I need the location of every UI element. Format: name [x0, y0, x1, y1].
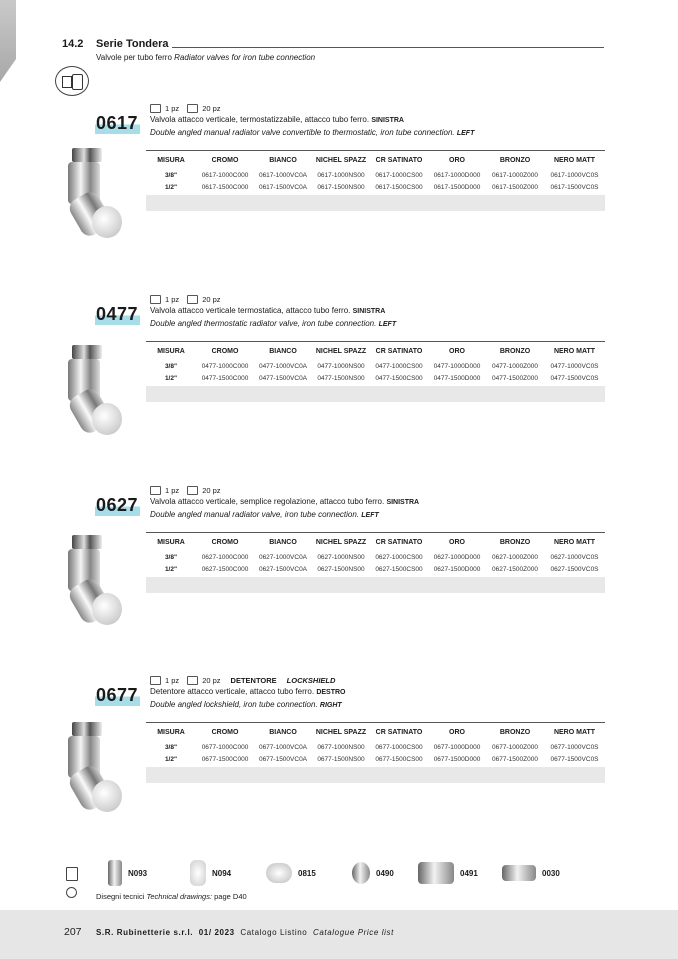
magnifier-icon — [66, 887, 77, 898]
article-code-cell[interactable]: 0477-1000VC0A — [258, 362, 308, 370]
description-en: Double angled lockshield, iron tube connection. RIGHT — [150, 700, 342, 709]
iron-tube-icon — [55, 66, 89, 96]
price-table — [146, 722, 605, 783]
product-image — [60, 148, 140, 240]
column-header: NICHEL SPAZZ — [315, 156, 367, 164]
article-code-cell[interactable]: 0617-1000NS00 — [317, 171, 365, 179]
article-code-cell[interactable]: 0477-1500NS00 — [317, 374, 365, 382]
size-cell: 3/8" — [164, 743, 178, 751]
column-header: BRONZO — [499, 728, 531, 736]
article-code-cell[interactable]: 0477-1500VC0S — [550, 374, 599, 382]
column-header: NICHEL SPAZZ — [315, 538, 367, 546]
description-it: Valvola attacco verticale, termostatizzabile, attacco tubo ferro. SINISTRA — [150, 115, 404, 124]
accessory-image — [502, 865, 536, 881]
size-cell: 1/2" — [164, 755, 178, 763]
article-code-cell[interactable]: 0617-1500NS00 — [317, 183, 365, 191]
accessory-image — [418, 862, 454, 884]
accessory-item[interactable]: 0030 — [502, 858, 560, 888]
column-header: BRONZO — [499, 538, 531, 546]
column-header: CROMO — [211, 728, 239, 736]
article-code-cell[interactable]: 0617-1000VC0A — [258, 171, 308, 179]
packaging-info: 1 pz 20 pz DETENTORE LOCKSHIELD — [150, 676, 335, 685]
article-code-cell[interactable]: 0617-1000Z000 — [492, 171, 538, 179]
column-header: ORO — [449, 728, 465, 736]
size-cell: 3/8" — [164, 171, 178, 179]
accessory-image — [266, 863, 292, 883]
article-code-cell[interactable]: 0627-1500NS00 — [317, 565, 365, 573]
column-header: CR SATINATO — [375, 728, 423, 736]
column-header: BIANCO — [269, 538, 297, 546]
article-code-cell[interactable]: 0617-1000D000 — [433, 171, 481, 179]
carton-icon — [187, 104, 198, 113]
section-number: 14.2 — [62, 38, 84, 50]
article-code-cell[interactable]: 0617-1500VC0S — [550, 183, 599, 191]
accessory-image — [352, 862, 370, 884]
article-code-cell[interactable]: 0617-1500CS00 — [375, 183, 423, 191]
article-code-cell[interactable]: 0627-1500VC0A — [258, 565, 308, 573]
section-title: Serie Tondera — [96, 38, 169, 50]
carton-icon — [187, 295, 198, 304]
description-it: Detentore attacco verticale, attacco tubo ferro. DESTRO — [150, 687, 346, 696]
article-code-cell[interactable]: 0677-1500VC0A — [258, 755, 308, 763]
corner-tab — [0, 0, 16, 82]
article-code-cell[interactable]: 0627-1000NS00 — [317, 553, 365, 561]
accessory-image — [108, 860, 122, 886]
article-code-cell[interactable]: 0677-1000C000 — [201, 743, 249, 751]
column-header: MISURA — [157, 538, 185, 546]
article-code-cell[interactable]: 0677-1500D000 — [433, 755, 481, 763]
box-icon — [150, 295, 161, 304]
price-table — [146, 341, 605, 402]
table-footer-band — [146, 195, 605, 211]
description-en: Double angled manual radiator valve convertible to thermostatic, iron tube connection. LEFT — [150, 128, 475, 137]
article-code-cell[interactable]: 0677-1000D000 — [433, 743, 481, 751]
table-header — [146, 342, 605, 360]
section-rule — [172, 47, 604, 48]
column-header: CR SATINATO — [375, 347, 423, 355]
table-row — [146, 563, 605, 575]
size-cell: 3/8" — [164, 553, 178, 561]
detentore-label: DETENTORE — [230, 676, 277, 685]
product-code: 0617 — [96, 113, 139, 133]
column-header: MISURA — [157, 156, 185, 164]
product-image — [60, 722, 140, 814]
article-code-cell[interactable]: 0477-1500Z000 — [492, 374, 538, 382]
product-image — [60, 345, 140, 437]
carton-icon — [187, 486, 198, 495]
article-code-cell[interactable]: 0677-1000VC0A — [258, 743, 308, 751]
column-header: NERO MATT — [553, 728, 596, 736]
accessories-row — [0, 858, 678, 888]
product-code: 0627 — [96, 495, 139, 515]
article-code-cell[interactable]: 0627-1500D000 — [433, 565, 481, 573]
lockshield-label: LOCKSHIELD — [286, 676, 336, 685]
table-row — [146, 181, 605, 193]
article-code-cell[interactable]: 0627-1000VC0A — [258, 553, 308, 561]
price-table — [146, 532, 605, 593]
column-header: CR SATINATO — [375, 156, 423, 164]
column-header: MISURA — [157, 728, 185, 736]
size-cell: 1/2" — [164, 374, 178, 382]
article-code-cell[interactable]: 0677-1500NS00 — [317, 755, 365, 763]
table-header — [146, 533, 605, 551]
article-code-cell[interactable]: 0617-1500D000 — [433, 183, 481, 191]
article-code-cell[interactable]: 0677-1500CS00 — [375, 755, 423, 763]
column-header: ORO — [449, 538, 465, 546]
table-footer-band — [146, 767, 605, 783]
column-header: ORO — [449, 347, 465, 355]
article-code-cell[interactable]: 0627-1500CS00 — [375, 565, 423, 573]
table-row — [146, 169, 605, 181]
page-footer — [0, 910, 678, 959]
box-icon — [150, 104, 161, 113]
article-code-cell[interactable]: 0627-1000C000 — [201, 553, 249, 561]
table-row — [146, 741, 605, 753]
size-cell: 3/8" — [164, 362, 178, 370]
packaging-info: 1 pz 20 pz — [150, 486, 221, 495]
column-header: BIANCO — [269, 156, 297, 164]
article-code-cell[interactable]: 0617-1000CS00 — [375, 171, 423, 179]
article-code-cell[interactable]: 0617-1000C000 — [201, 171, 249, 179]
table-footer-band — [146, 577, 605, 593]
table-row — [146, 753, 605, 765]
column-header: CROMO — [211, 538, 239, 546]
product-code: 0477 — [96, 304, 139, 324]
column-header: ORO — [449, 156, 465, 164]
technical-drawings-note: Disegni tecnici Technical drawings: page D40 — [96, 892, 247, 901]
article-code-cell[interactable]: 0477-1000CS00 — [375, 362, 423, 370]
product-image — [60, 535, 140, 627]
column-header: CROMO — [211, 156, 239, 164]
table-footer-band — [146, 386, 605, 402]
technical-drawings-link[interactable]: page D40 — [214, 892, 247, 901]
box-icon — [150, 486, 161, 495]
article-code-cell[interactable]: 0677-1500C000 — [201, 755, 249, 763]
accessory-item[interactable]: N093 — [108, 858, 147, 888]
article-code-cell[interactable]: 0477-1000VC0S — [550, 362, 599, 370]
article-code-cell[interactable]: 0477-1000D000 — [433, 362, 481, 370]
size-cell: 1/2" — [164, 565, 178, 573]
article-code-cell[interactable]: 0477-1000C000 — [201, 362, 249, 370]
column-header: NICHEL SPAZZ — [315, 347, 367, 355]
article-code-cell[interactable]: 0677-1000NS00 — [317, 743, 365, 751]
article-code-cell[interactable]: 0677-1500Z000 — [492, 755, 538, 763]
column-header: NERO MATT — [553, 156, 596, 164]
article-code-cell[interactable]: 0477-1500CS00 — [375, 374, 423, 382]
table-header — [146, 723, 605, 741]
column-header: NERO MATT — [553, 538, 596, 546]
article-code-cell[interactable]: 0477-1500D000 — [433, 374, 481, 382]
description-en: Double angled thermostatic radiator valve, iron tube connection. LEFT — [150, 319, 397, 328]
article-code-cell[interactable]: 0477-1000NS00 — [317, 362, 365, 370]
footer-text: S.R. Rubinetterie s.r.l. 01/ 2023 Catalogo Listino Catalogue Price list — [96, 928, 394, 937]
article-code-cell[interactable]: 0627-1500VC0S — [550, 565, 599, 573]
article-code-cell[interactable]: 0677-1000CS00 — [375, 743, 423, 751]
article-code-cell[interactable]: 0677-1000Z000 — [492, 743, 538, 751]
accessory-item[interactable]: 0491 — [418, 858, 478, 888]
article-code-cell[interactable]: 0617-1000VC0S — [550, 171, 599, 179]
bag-icon — [66, 867, 78, 881]
accessory-item[interactable]: N094 — [190, 858, 231, 888]
section-subtitle: Valvole per tubo ferro Radiator valves for iron tube connection — [96, 53, 316, 62]
description-en: Double angled manual radiator valve, iron tube connection. LEFT — [150, 510, 379, 519]
article-code-cell[interactable]: 0617-1500Z000 — [492, 183, 538, 191]
table-header — [146, 151, 605, 169]
article-code-cell[interactable]: 0627-1000CS00 — [375, 553, 423, 561]
article-code-cell[interactable]: 0477-1500VC0A — [258, 374, 308, 382]
column-header: BIANCO — [269, 728, 297, 736]
table-row — [146, 551, 605, 563]
accessory-image — [190, 860, 206, 886]
article-code-cell[interactable]: 0627-1000Z000 — [492, 553, 538, 561]
column-header: MISURA — [157, 347, 185, 355]
article-code-cell[interactable]: 0627-1000VC0S — [550, 553, 599, 561]
price-table — [146, 150, 605, 211]
article-code-cell[interactable]: 0617-1500C000 — [201, 183, 249, 191]
article-code-cell[interactable]: 0677-1500VC0S — [550, 755, 599, 763]
article-code-cell[interactable]: 0627-1500C000 — [201, 565, 249, 573]
size-cell: 1/2" — [164, 183, 178, 191]
article-code-cell[interactable]: 0617-1500VC0A — [258, 183, 308, 191]
description-it: Valvola attacco verticale termostatica, attacco tubo ferro. SINISTRA — [150, 306, 386, 315]
column-header: BRONZO — [499, 347, 531, 355]
article-code-cell[interactable]: 0677-1000VC0S — [550, 743, 599, 751]
description-it: Valvola attacco verticale, semplice regolazione, attacco tubo ferro. SINISTRA — [150, 497, 420, 506]
article-code-cell[interactable]: 0627-1500Z000 — [492, 565, 538, 573]
packaging-info: 1 pz 20 pz — [150, 104, 221, 113]
box-icon — [150, 676, 161, 685]
packaging-info: 1 pz 20 pz — [150, 295, 221, 304]
article-code-cell[interactable]: 0477-1000Z000 — [492, 362, 538, 370]
table-row — [146, 360, 605, 372]
product-code: 0677 — [96, 685, 139, 705]
column-header: BIANCO — [269, 347, 297, 355]
accessory-item[interactable]: 0490 — [352, 858, 394, 888]
column-header: BRONZO — [499, 156, 531, 164]
column-header: NERO MATT — [553, 347, 596, 355]
article-code-cell[interactable]: 0627-1000D000 — [433, 553, 481, 561]
article-code-cell[interactable]: 0477-1500C000 — [201, 374, 249, 382]
page-number: 207 — [64, 926, 82, 938]
carton-icon — [187, 676, 198, 685]
table-row — [146, 372, 605, 384]
accessory-item[interactable]: 0815 — [266, 858, 316, 888]
column-header: CROMO — [211, 347, 239, 355]
column-header: CR SATINATO — [375, 538, 423, 546]
column-header: NICHEL SPAZZ — [315, 728, 367, 736]
